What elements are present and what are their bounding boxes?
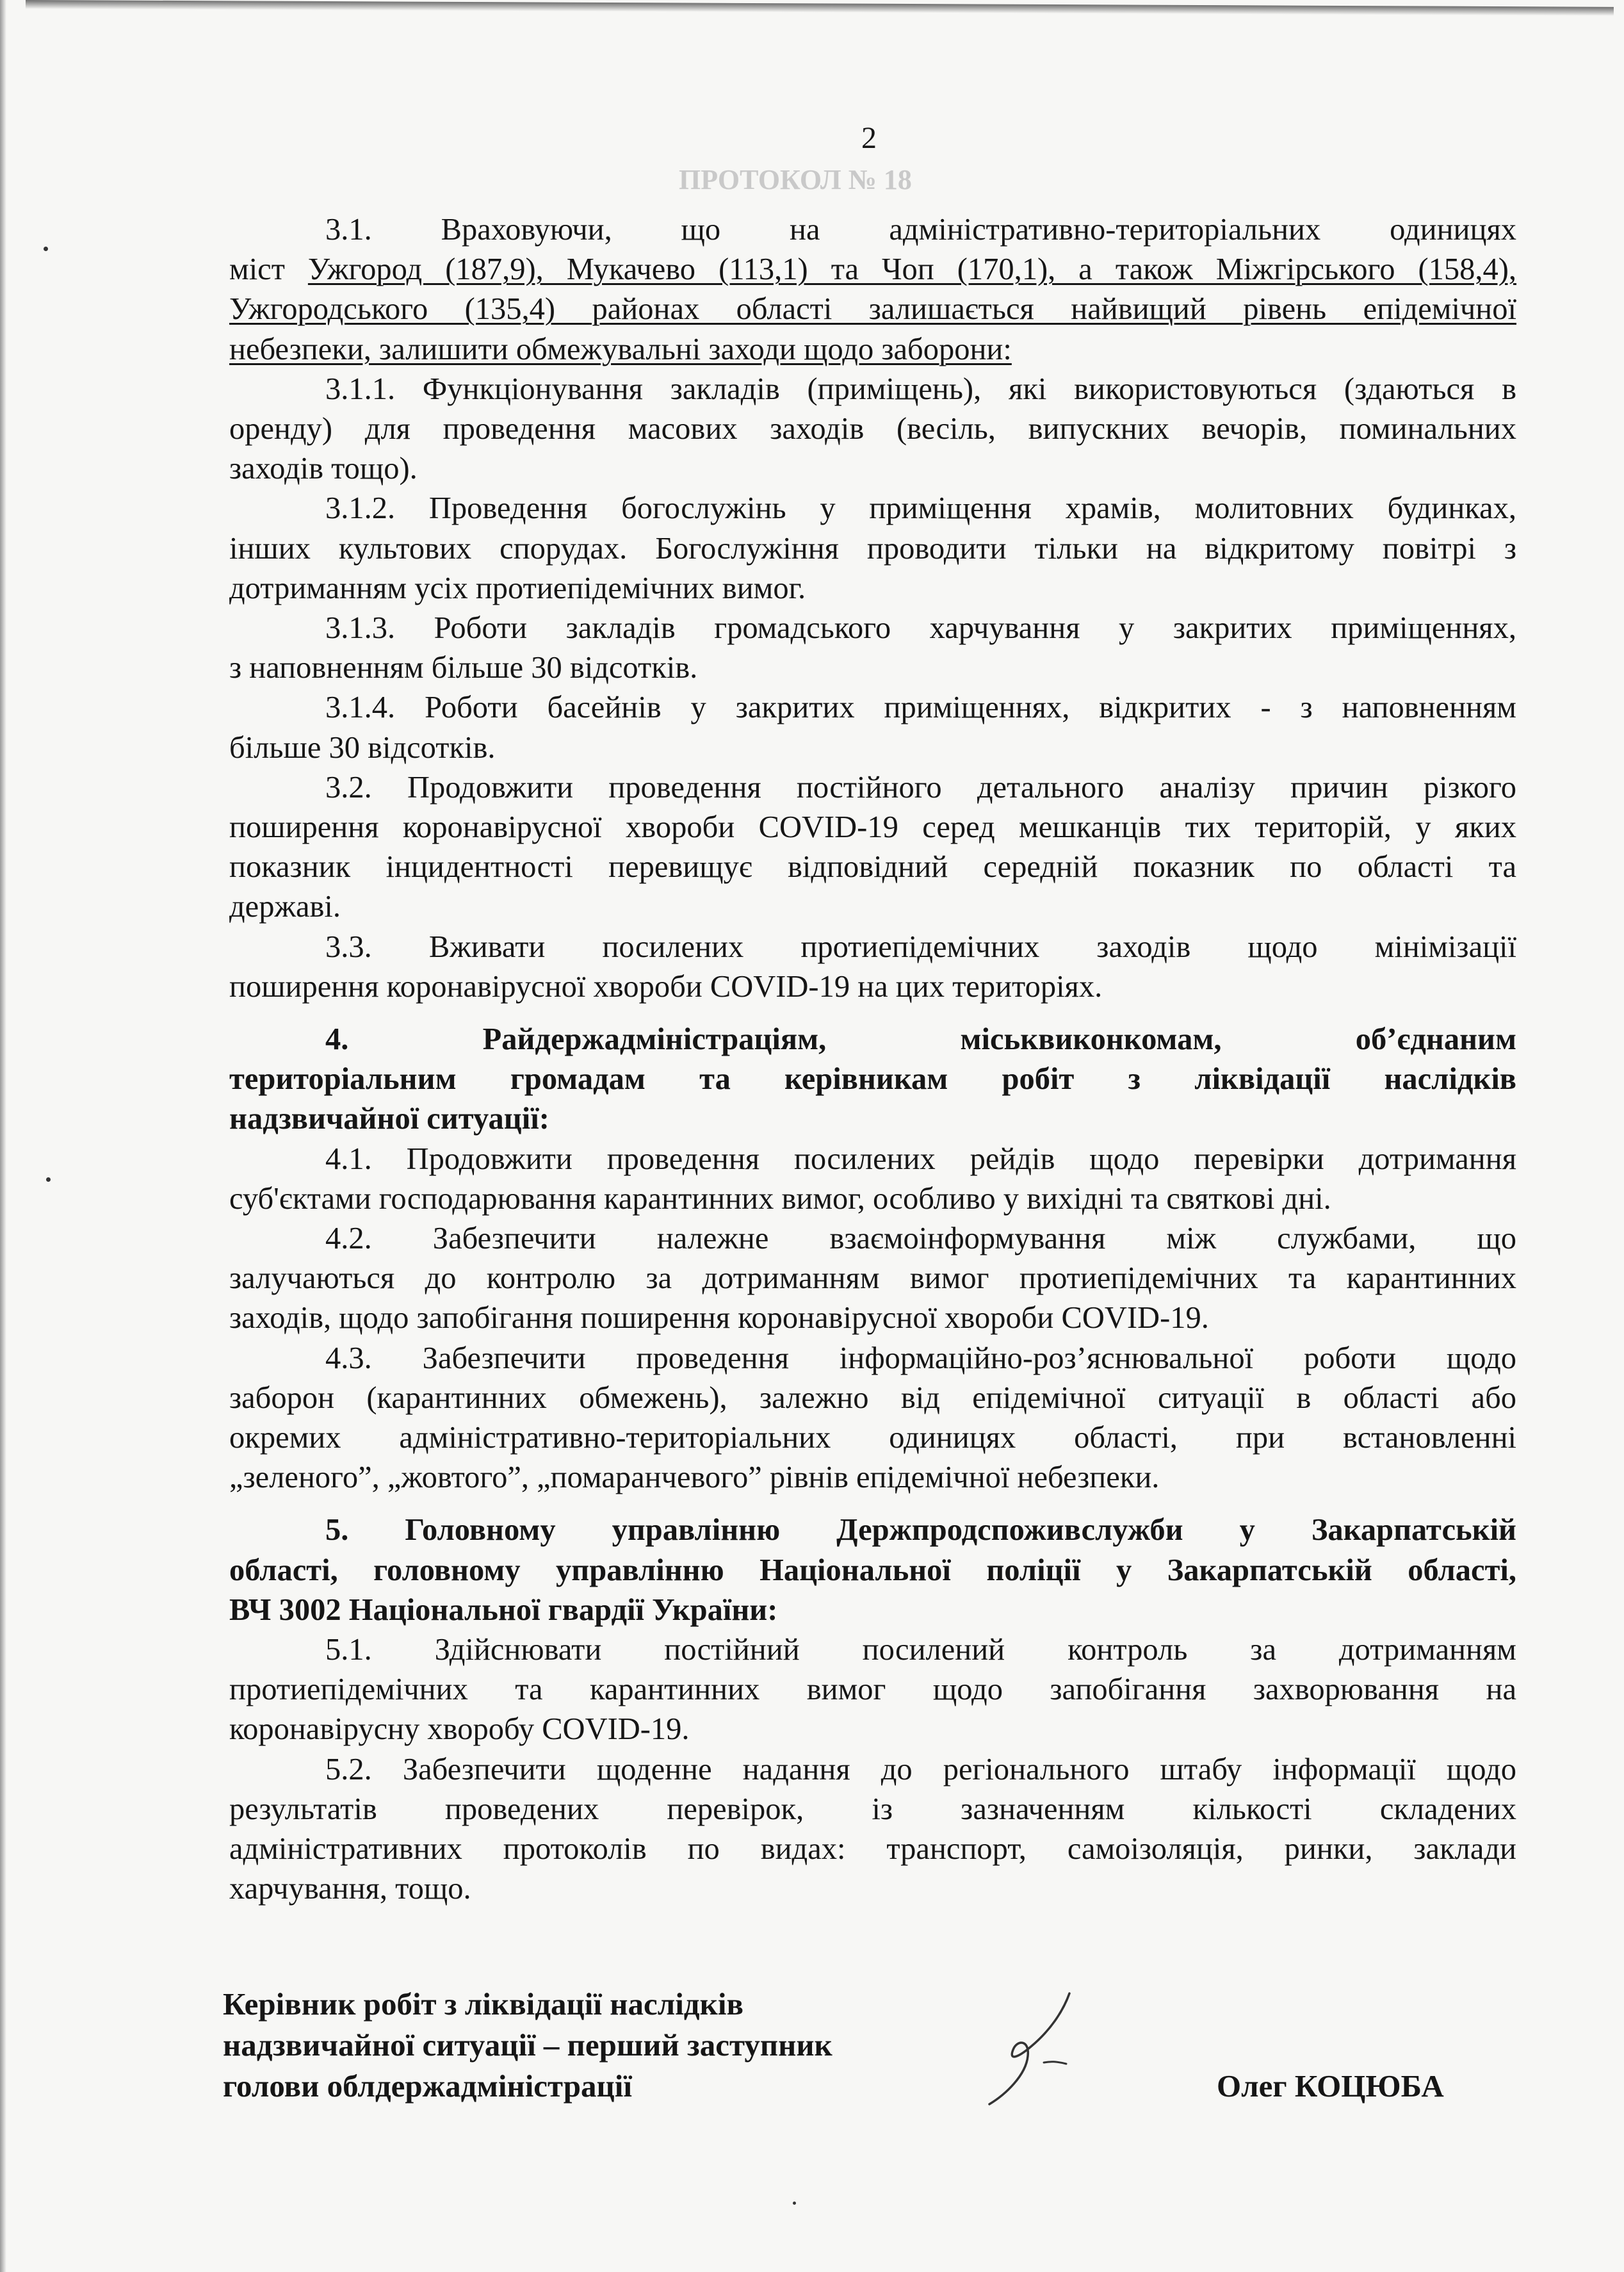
document-line: надзвичайної ситуації: [229,1102,549,1136]
scan-speck [46,1177,51,1182]
signatory-name: Олег КОЦЮБА [1217,2068,1444,2104]
document-line: окремих адміністративно-територіальних одиницях області, при встановленні [229,1421,1516,1455]
document-line: заходів тощо). [229,452,418,486]
bleed-through-header: ПРОТОКОЛ № 18 [679,164,912,195]
document-line: 4.2. Забезпечити належне взаємоінформування між службами, що [325,1222,1516,1255]
line-text-underlined: Ужгород (187,9), Мукачево (113,1) та Чоп (170,1), а також Міжгірського (158,4), [307,252,1516,287]
document-line: 3.1.1. Функціонування закладів (приміщень), які використовуються (здаються в [325,372,1516,406]
document-line: 3.1.2. Проведення богослужінь у приміщення храмів, молитовних будинках, [325,491,1516,526]
page-number: 2 [861,121,877,155]
document-line: 4.1. Продовжити проведення посилених рейдів щодо перевірки дотримання [325,1141,1516,1176]
document-line: 4.3. Забезпечити проведення інформаційно-роз’яснювальної роботи щодо [325,1341,1516,1375]
document-line: „зеленого”, „жовтого”, „помаранчевого” рівнів епідемічної небезпеки. [229,1460,1160,1495]
document-line: 3.1. Враховуючи, що на адміністративно-територіальних одиницях [325,213,1516,247]
document-line: 3.1.3. Роботи закладів громадського харчування у закритих приміщеннях, [325,611,1516,645]
document-line: залучаються до контролю за дотриманням вимог протиепідемічних та карантинних [229,1261,1516,1296]
scan-edge-left [0,0,6,2272]
document-line: 3.1.4. Роботи басейнів у закритих приміщеннях, відкритих - з наповненням [325,691,1516,725]
document-line: 5.1. Здійснювати постійний посилений контроль за дотриманням [325,1633,1516,1667]
document-line: більше 30 відсотків. [229,730,496,765]
document-line: поширення коронавірусної хвороби COVID-19 серед мешканців тих територій, у яких [229,810,1516,844]
signature-title [223,1984,832,2107]
document-line: Ужгородського (135,4) районах області залишається найвищий рівень епідемічної [229,292,1516,327]
document-line: коронавірусну хворобу COVID-19. [229,1712,690,1747]
signature-title-line: голови облдержадміністрації [223,2068,632,2104]
document-line: протиепідемічних та карантинних вимог щодо запобігання захворювання на [229,1672,1516,1707]
handwritten-signature [954,1986,1089,2114]
document-line: 5. Головному управлінню Держпродспоживслужби у Закарпатській [325,1513,1516,1548]
document-line: ВЧ 3002 Національної гвардії України: [229,1592,778,1627]
scan-speck [44,247,48,251]
document-line: 5.2. Забезпечити щоденне надання до регіонального штабу інформації щодо [325,1752,1516,1786]
document-line [229,248,1516,291]
document-line: результатів проведених перевірок, із зазначенням кількості складених [229,1792,1516,1826]
signature-title-line: надзвичайної ситуації – перший заступник [223,2027,832,2063]
document-line: поширення коронавірусної хвороби COVID-19 на цих територіях. [229,969,1103,1004]
document-line: суб'єктами господарювання карантинних вимог, особливо у вихідні та святкові дні. [229,1181,1331,1216]
line-text-plain: міст [229,252,308,287]
scan-edge-top [26,0,1614,16]
signature-title-line: Керівник робіт з ліквідації наслідків [223,1986,743,2022]
document-line: 4. Райдержадміністраціям, міськвиконкомам, об’єднаним [325,1022,1516,1056]
document-line: небезпеки, залишити обмежувальні заходи щодо заборони: [229,332,1012,366]
document-line: заборон (карантинних обмежень), залежно від епідемічної ситуації в області або [229,1380,1516,1415]
document-line: харчування, тощо. [229,1872,471,1906]
document-line: територіальним громадам та керівникам робіт з ліквідації наслідків [229,1062,1516,1097]
document-line: дотриманням усіх протиепідемічних вимог. [229,571,806,605]
document-line: 3.2. Продовжити проведення постійного детального аналізу причин різкого [325,770,1516,805]
scan-speck [793,2202,796,2205]
document-line: 3.3. Вживати посилених протиепідемічних заходів щодо мінімізації [325,929,1516,964]
document-line: з наповненням більше 30 відсотків. [229,651,698,685]
document-line: оренду) для проведення масових заходів (весіль, випускних вечорів, поминальних [229,412,1516,446]
document-line: інших культових спорудах. Богослужіння проводити тільки на відкритому повітрі з [229,531,1516,566]
document-line: адміністративних протоколів по видах: транспорт, самоізоляція, ринки, заклади [229,1832,1516,1866]
document-line: заходів, щодо запобігання поширення коронавірусної хвороби COVID-19. [229,1301,1209,1336]
document-line: показник інцидентності перевищує відповідний середній показник по області та [229,850,1516,885]
document-line: державі. [229,890,341,924]
document-line: області, головному управлінню Національної поліції у Закарпатській області, [229,1553,1516,1587]
